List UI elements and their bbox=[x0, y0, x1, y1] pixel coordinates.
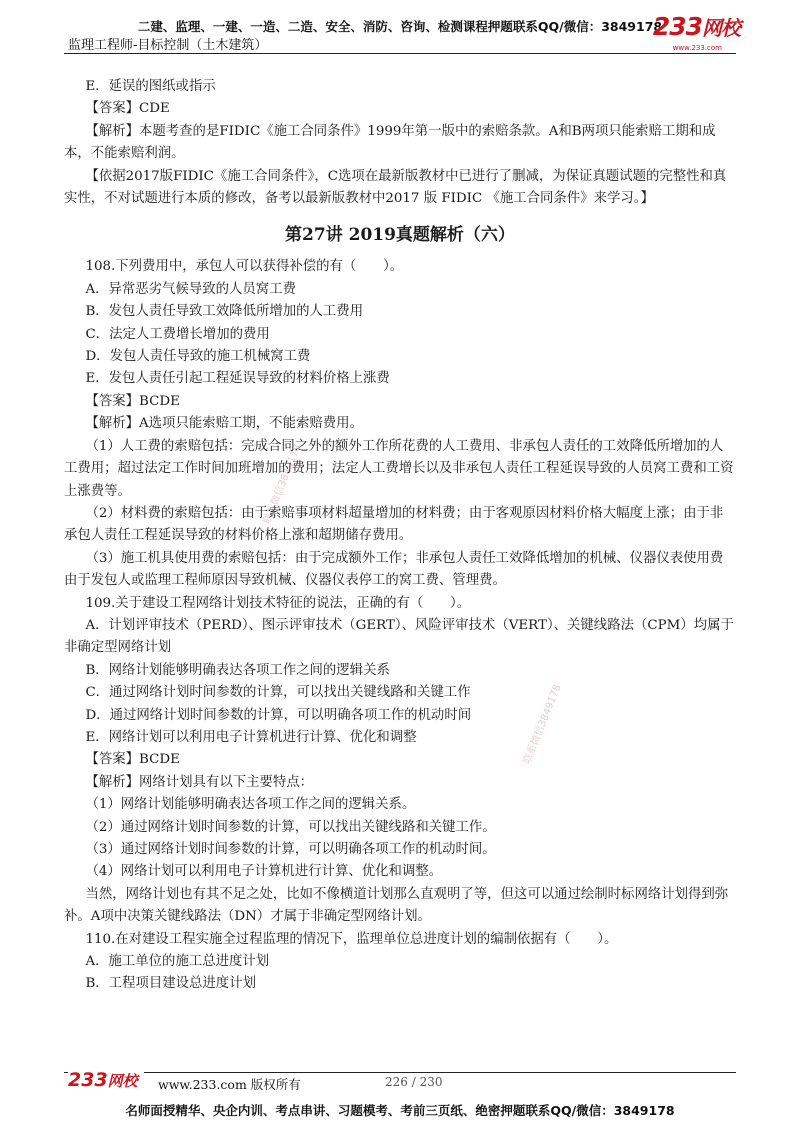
logo-text: 网校 bbox=[702, 16, 740, 40]
q109-option-a: A．计划评审技术（PERD）、图示评审技术（GERT）、风险评审技术（VERT）、关键线路法（CPM）均属于非确定型网络计划 bbox=[64, 617, 734, 656]
q109-option-c: C．通过网络计划时间参数的计算，可以找出关键线路和关键工作 bbox=[85, 685, 471, 701]
q109-point-2: （2）通过网络计划时间参数的计算，可以找出关键线路和关键工作。 bbox=[85, 819, 496, 835]
q109-answer: 【答案】BCDE bbox=[85, 752, 180, 768]
header-divider bbox=[64, 53, 736, 54]
section-title: 第27讲 2019真题解析（六） bbox=[285, 225, 515, 246]
q108-stem: 108.下列费用中，承包人可以获得补偿的有（ ）。 bbox=[85, 259, 404, 275]
page-number: 226 / 230 bbox=[385, 1075, 443, 1089]
header-subtitle: 监理工程师-目标控制（土木建筑） bbox=[68, 38, 268, 53]
q109-point-1: （1）网络计划能够明确表达各项工作之间的逻辑关系。 bbox=[85, 797, 416, 813]
q108-option-e: E．发包人责任引起工程延误导致的材料价格上涨费 bbox=[85, 371, 390, 387]
watermark: 联系微信3849178 bbox=[261, 443, 304, 526]
q110-stem: 110.在对建设工程实施全过程监理的情况下，监理单位总进度计划的编制依据有（ ）。 bbox=[85, 931, 618, 947]
q108-point-2: （2）材料费的索赔包括：由于索赔事项材料超量增加的材料费；由于客观原因材料价格大幅度上涨；由于非承包人责任工程延误导致的材料价格上涨和超期储存费用。 bbox=[64, 505, 724, 544]
header-logo bbox=[653, 12, 740, 41]
footer-divider bbox=[64, 1072, 736, 1073]
footer-logo bbox=[68, 1069, 144, 1091]
header-logo-url: www.233.com bbox=[672, 44, 722, 52]
q108-analysis: 【解析】A选项只能索赔工期，不能索赔费用。 bbox=[85, 416, 363, 432]
q108-option-b: B．发包人责任导致工效降低所增加的人工费用 bbox=[85, 304, 364, 320]
q109-conclusion: 当然，网络计划也有其不足之处，比如不像横道计划那么直观明了等，但这可以通过绘制时标网络计划得到弥补。A项中决策关键线路法（DN）才属于非确定型网络计划。 bbox=[64, 886, 729, 925]
prev-option-e: E．延误的图纸或指示 bbox=[85, 79, 216, 94]
q108-point-3: （3）施工机具使用费的索赔包括：由于完成额外工作；非承包人责任工效降低增加的机械、仪器仪表使用费由于发包人或监理工程师原因导致机械、仪器仪表停工的窝工费、管理费。 bbox=[64, 550, 724, 589]
q109-analysis: 【解析】网络计划具有以下主要特点： bbox=[85, 774, 314, 790]
watermark: 联系微信3849178 bbox=[521, 683, 564, 766]
header-promo: 二建、监理、一建、一造、二造、安全、消防、咨询、检测课程押题联系QQ/微信：3849178 bbox=[137, 19, 663, 34]
q108-option-d: D．发包人责任导致的施工机械窝工费 bbox=[85, 349, 311, 365]
footer-logo-text: 网校 bbox=[107, 1072, 138, 1090]
q109-option-e: E．网络计划可以利用电子计算机进行计算、优化和调整 bbox=[85, 729, 417, 745]
footer-logo-number: 233 bbox=[68, 1069, 108, 1091]
q110-option-b: B．工程项目建设总进度计划 bbox=[85, 976, 256, 992]
prev-analysis: 【解析】本题考查的是FIDIC《施工合同条件》1999年第一版中的索赔条款。A和B两项只能索赔工期和成本，不能索赔利润。 bbox=[64, 123, 716, 162]
q109-point-4: （4）网络计划可以利用电子计算机进行计算、优化和调整。 bbox=[85, 864, 443, 880]
q108-point-1: （1）人工费的索赔包括：完成合同之外的额外工作所花费的人工费用、非承包人责任的工效降低所增加的人工费用；超过法定工作时间加班增加的费用；法定人工费增长以及非承包人责任工程延误导致的人员窝工费和工资上涨费等。 bbox=[64, 438, 734, 499]
q109-point-3: （3）通过网络计划时间参数的计算，可以明确各项工作的机动时间。 bbox=[85, 842, 496, 857]
q108-option-a: A．异常恶劣气候导致的人员窝工费 bbox=[85, 281, 296, 297]
q109-option-b: B．网络计划能够明确表达各项工作之间的逻辑关系 bbox=[85, 662, 390, 678]
q110-option-a: A．施工单位的施工总进度计划 bbox=[85, 954, 270, 970]
q109-option-d: D．通过网络计划时间参数的计算，可以明确各项工作的机动时间 bbox=[85, 707, 472, 723]
page-content bbox=[64, 76, 736, 996]
q108-answer: 【答案】BCDE bbox=[85, 393, 180, 409]
footer-copyright: www.233.com 版权所有 bbox=[158, 1077, 301, 1092]
q109-stem: 109.关于建设工程网络计划技术特征的说法，正确的有（ ）。 bbox=[85, 595, 471, 611]
prev-answer: 【答案】CDE bbox=[85, 101, 170, 117]
footer-promo: 名师面授精华、央企内训、考点串讲、习题模考、考前三页纸、绝密押题联系QQ/微信：3849178 bbox=[125, 1103, 675, 1118]
prev-note: 【依据2017版FIDIC《施工合同条件》，C选项在最新版教材中已进行了删减，为保证真题试题的完整性和真实性，不对试题进行本质的修改，备考以最新版教材中2017 版 FIDIC 《施工合同条件》来学习。】 bbox=[64, 168, 727, 207]
logo-number: 233 bbox=[652, 12, 702, 41]
q108-option-c: C．法定人工费增长增加的费用 bbox=[85, 326, 270, 342]
